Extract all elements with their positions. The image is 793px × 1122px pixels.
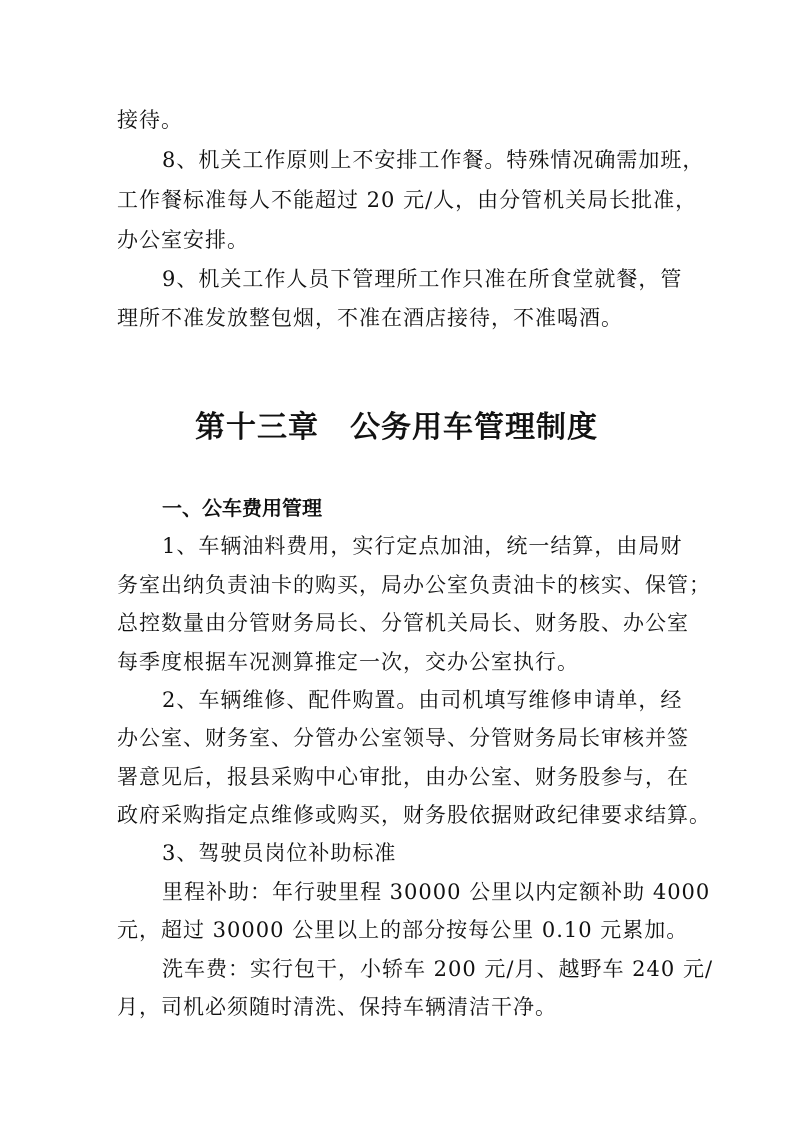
paragraph-line: 里程补助：年行驶里程 30000 公里以内定额补助 4000	[162, 880, 711, 904]
paragraph-line: 办公室安排。	[117, 228, 249, 252]
paragraph-line: 3、驾驶员岗位补助标准	[162, 841, 397, 865]
paragraph-line: 接待。	[117, 108, 183, 132]
paragraph-line: 洗车费：实行包干，小轿车 200 元/月、越野车 240 元/	[162, 957, 714, 981]
chapter-title: 第十三章 公务用车管理制度	[195, 410, 598, 445]
paragraph-line: 1、车辆油料费用，实行定点加油，统一结算，由局财	[162, 534, 683, 558]
paragraph-line: 署意见后，报县采购中心审批，由办公室、财务股参与，在	[117, 765, 689, 789]
paragraph-line: 2、车辆维修、配件购置。由司机填写维修申请单，经	[162, 688, 683, 712]
paragraph-line: 理所不准发放整包烟，不准在酒店接待，不准喝酒。	[117, 306, 623, 330]
paragraph-line: 元，超过 30000 公里以上的部分按每公里 0.10 元累加。	[117, 918, 689, 942]
paragraph-line: 政府采购指定点维修或购买，财务股依据财政纪律要求结算。	[117, 803, 711, 827]
paragraph-line: 8、机关工作原则上不安排工作餐。特殊情况确需加班，	[162, 148, 705, 172]
paragraph-line: 务室出纳负责油卡的购买，局办公室负责油卡的核实、保管；	[117, 573, 711, 597]
paragraph-line: 9、机关工作人员下管理所工作只准在所食堂就餐，管	[162, 267, 683, 291]
paragraph-line: 工作餐标准每人不能超过 20 元/人，由分管机关局长批准，	[117, 188, 698, 212]
paragraph-line: 月，司机必须随时清洗、保持车辆清洁干净。	[117, 995, 557, 1019]
paragraph-line: 每季度根据车况测算推定一次，交办公室执行。	[117, 650, 579, 674]
paragraph-line: 总控数量由分管财务局长、分管机关局长、财务股、办公室	[117, 611, 689, 635]
paragraph-line: 办公室、财务室、分管办公室领导、分管财务局长审核并签	[117, 726, 689, 750]
section-heading: 一、公车费用管理	[162, 496, 322, 520]
